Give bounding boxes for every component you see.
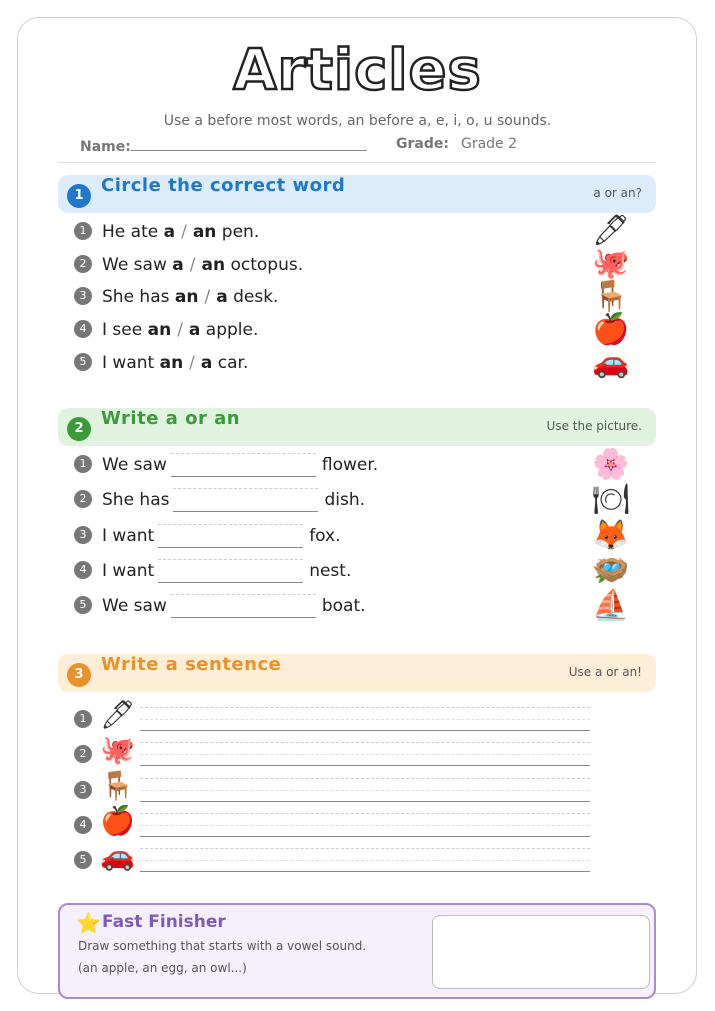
sentence-end: car.	[212, 353, 249, 373]
choice-option[interactable]: a	[188, 320, 201, 340]
item-number-badge: 4	[74, 816, 92, 834]
grade-row	[396, 136, 517, 152]
flower-icon: 🌸	[592, 447, 630, 482]
sentence-end: apple.	[200, 320, 259, 340]
guide-line	[140, 778, 590, 779]
item-number-badge: 3	[74, 287, 92, 305]
sailboat-icon: ⛵	[592, 588, 630, 623]
chair-icon: 🪑	[100, 769, 135, 802]
guide-line	[140, 860, 590, 861]
choice-option[interactable]: a	[172, 255, 184, 275]
sentence-end: boat.	[321, 596, 366, 616]
divider	[58, 162, 656, 163]
exercise-item	[74, 351, 248, 375]
pen-icon: 🖊	[100, 698, 136, 731]
base-line	[140, 730, 590, 731]
sentence-start: We saw	[102, 255, 173, 275]
sentence-end: flower.	[321, 455, 379, 475]
item-number-badge: 4	[74, 561, 92, 579]
item-number-badge: 1	[74, 455, 92, 473]
chair-icon: 🪑	[592, 279, 630, 314]
guide-line	[140, 813, 590, 814]
section-3-header	[58, 654, 656, 692]
grade-label: Grade:	[396, 136, 449, 152]
choice-option[interactable]: an	[174, 287, 199, 307]
choice-option[interactable]: an	[201, 255, 226, 275]
answer-blank[interactable]	[171, 594, 316, 618]
section-2-header	[58, 408, 656, 446]
item-number-badge: 3	[74, 526, 92, 544]
sentence-start: I want	[102, 561, 155, 581]
sentence-end: pen.	[216, 222, 260, 242]
grade-value: Grade 2	[460, 136, 518, 152]
choice-separator: /	[204, 287, 211, 307]
guide-line	[140, 742, 590, 743]
item-number-badge: 3	[74, 781, 92, 799]
sentence-end: desk.	[227, 287, 279, 307]
sentence-start: I want	[102, 353, 160, 373]
choice-option[interactable]: an	[159, 353, 184, 373]
answer-blank[interactable]	[158, 524, 303, 548]
apple-icon: 🍎	[592, 312, 630, 347]
drawing-area[interactable]	[432, 915, 650, 989]
name-field[interactable]	[131, 136, 367, 151]
sentence-start: She has	[102, 287, 175, 307]
guide-line	[140, 754, 590, 755]
fast-finisher-instruction: Draw something that starts with a vowel sound.	[78, 939, 367, 953]
exercise-item	[74, 318, 258, 342]
sentence-end: fox.	[309, 526, 341, 546]
sentence-end: octopus.	[225, 255, 304, 275]
nest-icon: 🪺	[592, 553, 630, 588]
sentence-start: She has	[102, 490, 170, 510]
pen-icon: 🖊	[592, 213, 631, 248]
item-number-badge: 1	[74, 222, 92, 240]
star-icon: ⭐	[76, 911, 101, 935]
base-line	[140, 801, 590, 802]
sentence-start: I see	[102, 320, 148, 340]
exercise-item	[74, 253, 303, 277]
guide-line	[140, 825, 590, 826]
item-number-badge: 1	[74, 710, 92, 728]
answer-blank[interactable]	[173, 488, 318, 512]
fox-icon: 🦊	[592, 518, 630, 553]
base-line	[140, 871, 590, 872]
choice-option[interactable]: a	[200, 353, 213, 373]
car-icon: 🚗	[100, 839, 135, 872]
exercise-item	[74, 285, 278, 309]
choice-option[interactable]: an	[147, 320, 172, 340]
section-heading: Circle the correct word	[101, 175, 346, 196]
section-hint: a or an?	[593, 186, 642, 200]
section-number-badge: 2	[67, 417, 91, 441]
guide-line	[140, 848, 590, 849]
item-number-badge: 5	[74, 851, 92, 869]
section-number-badge: 3	[67, 663, 91, 687]
exercise-item	[74, 453, 378, 477]
answer-blank[interactable]	[158, 559, 303, 583]
exercise-item	[74, 524, 341, 548]
choice-option[interactable]: a	[163, 222, 176, 242]
sentence-start: We saw	[102, 596, 167, 616]
instructions: Use a before most words, an before a, e, i, o, u sounds.	[163, 113, 552, 129]
choice-separator: /	[189, 255, 196, 275]
section-hint: Use a or an!	[568, 665, 642, 679]
fast-finisher-title: Fast Finisher	[102, 912, 226, 932]
guide-line	[140, 790, 590, 791]
base-line	[140, 765, 590, 766]
fast-finisher-examples: (an apple, an egg, an owl...)	[78, 961, 247, 975]
apple-icon: 🍎	[100, 804, 135, 837]
sentence-start: I want	[102, 526, 155, 546]
exercise-item	[74, 220, 259, 244]
choice-option[interactable]: an	[192, 222, 217, 242]
exercise-item	[74, 559, 351, 583]
fast-finisher-box	[58, 903, 656, 999]
section-heading: Write a sentence	[101, 654, 282, 675]
section-heading: Write a or an	[101, 408, 241, 429]
choice-separator: /	[177, 320, 183, 340]
page-title: Articles	[233, 38, 482, 103]
sentence-end: nest.	[309, 561, 352, 581]
section-1-header	[58, 175, 656, 213]
sentence-start: We saw	[102, 455, 167, 475]
answer-blank[interactable]	[171, 453, 316, 477]
exercise-item	[74, 594, 366, 618]
item-number-badge: 5	[74, 596, 92, 614]
guide-line	[140, 707, 590, 708]
item-number-badge: 4	[74, 320, 92, 338]
item-number-badge: 2	[74, 745, 92, 763]
exercise-item	[74, 488, 365, 512]
plate-icon: 🍽	[592, 482, 631, 517]
guide-line	[140, 719, 590, 720]
item-number-badge: 2	[74, 255, 92, 273]
section-number-badge: 1	[67, 184, 91, 208]
sentence-start: He ate	[102, 222, 164, 242]
octopus-icon: 🐙	[592, 246, 630, 281]
name-row	[80, 136, 367, 155]
car-icon: 🚗	[592, 345, 630, 380]
choice-separator: /	[181, 222, 187, 242]
choice-option[interactable]: a	[216, 287, 228, 307]
name-label: Name:	[80, 139, 131, 155]
sentence-end: dish.	[324, 490, 366, 510]
octopus-icon: 🐙	[100, 733, 135, 766]
section-hint: Use the picture.	[546, 419, 642, 433]
item-number-badge: 2	[74, 490, 92, 508]
choice-separator: /	[189, 353, 195, 373]
item-number-badge: 5	[74, 353, 92, 371]
base-line	[140, 836, 590, 837]
